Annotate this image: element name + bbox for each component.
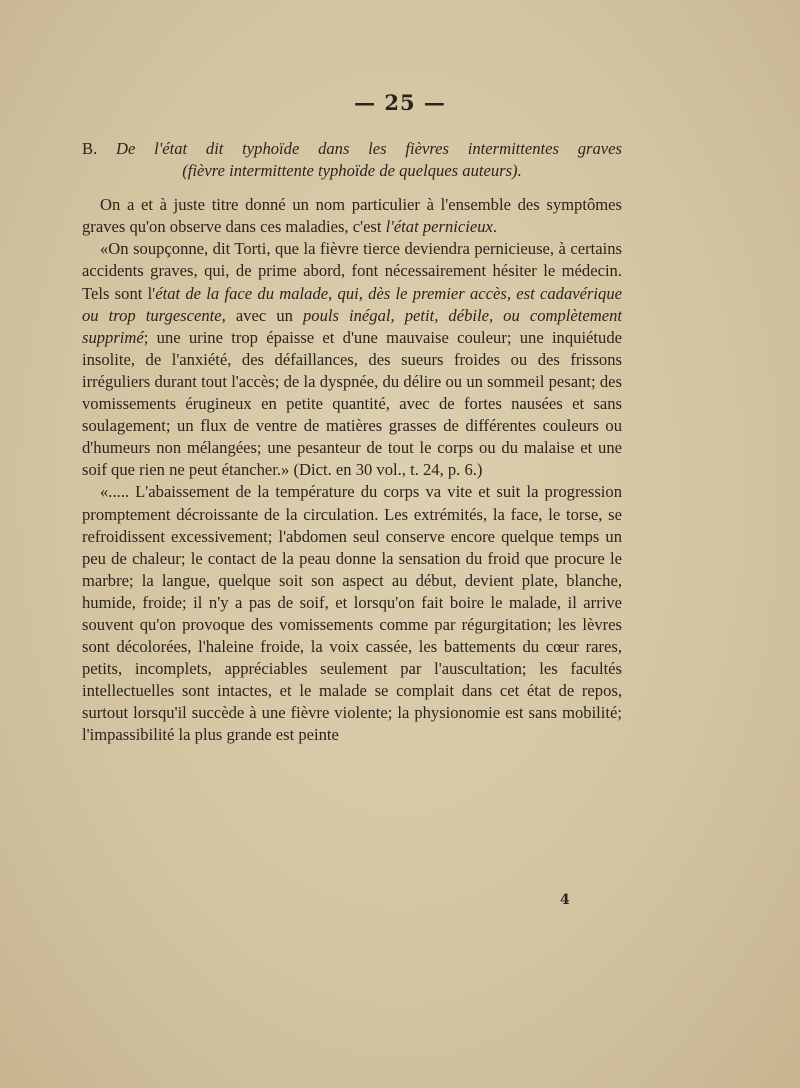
section-heading: [82, 138, 622, 182]
paragraph-intro: [82, 194, 622, 238]
page-number: — 25 —: [354, 90, 446, 115]
quote-text: «On soupçonne, dit Torti, que la fièvre tierce deviendra pernicieuse, à certains accidents graves, qui, de prime abord, font nécessairement hésiter le médecin. Tels sont l': [82, 239, 622, 303]
quote-emphasis: pouls inégal, petit, débile, ou complètement supprimé: [82, 305, 622, 347]
body-text: [82, 138, 622, 747]
paragraph-text-end: .: [492, 217, 498, 237]
paragraph-emphasis: l'état pernicieux: [385, 217, 493, 237]
quote-text: ; une urine trop épaisse et d'une mauvaise couleur; une inquiétude insolite, de l'anxiété, des défaillances, des sueurs froides ou des frissons irréguliers durant tout l'accès; de la dyspnée, du délire ou un sommeil pesant; des vomissements érugineux en petite quantité, avec de fortes nausées et sans soulagement; un flux de ventre de matières grasses de différentes couleurs ou d'humeurs non mélangées; une pesanteur de tout le corps ou du malaise et une soif que rien ne peut étancher.» (Dict. en 30 vol., t. 24, p. 6.): [82, 327, 622, 480]
section-title: De l'état dit typhoïde dans les fièvres intermittentes graves: [115, 139, 622, 158]
quote-torti: [82, 238, 622, 481]
section-subtitle: (fièvre intermittente typhoïde de quelques auteurs).: [182, 161, 522, 181]
section-heading-line: [82, 138, 622, 160]
quote-text: , avec un: [221, 305, 303, 325]
section-label: B.: [82, 139, 98, 158]
quote-emphasis: état de la face du malade, qui, dès le premier accès, est cadavérique ou trop turgescente: [82, 283, 622, 325]
signature-mark: 4: [560, 892, 570, 908]
quote-temperature: «..... L'abaissement de la température du corps va vite et suit la progression promptement décroissante de la circulation. Les extrémités, la face, le torse, se refroidissent excessivement; l'abdomen seul conserve encore quelque temps un peu de chaleur; le contact de la peau donne la sensation du froid que procure le marbre; la langue, quelque soit son aspect au début, devient plate, blanche, humide, froide; il n'y a pas de soif, et lorsqu'on fait boire le malade, il arrive souvent qu'on provoque des vomissements comme par régurgitation; les lèvres sont décolorées, l'haleine froide, la voix cassée, les battements du cœur rares, petits, incomplets, appréciables seulement par l'auscultation; les facultés intellectuelles sont intactes, et le malade se complait dans cet état de repos, surtout lorsqu'il succède à une fièvre violente; la physionomie est sans mobilité; l'impassibilité la plus grande est peinte: [82, 482, 622, 745]
paragraph-text: On a et à juste titre donné un nom particulier à l'ensemble des symptômes graves qu'on observe dans ces maladies, c'est: [82, 195, 622, 237]
